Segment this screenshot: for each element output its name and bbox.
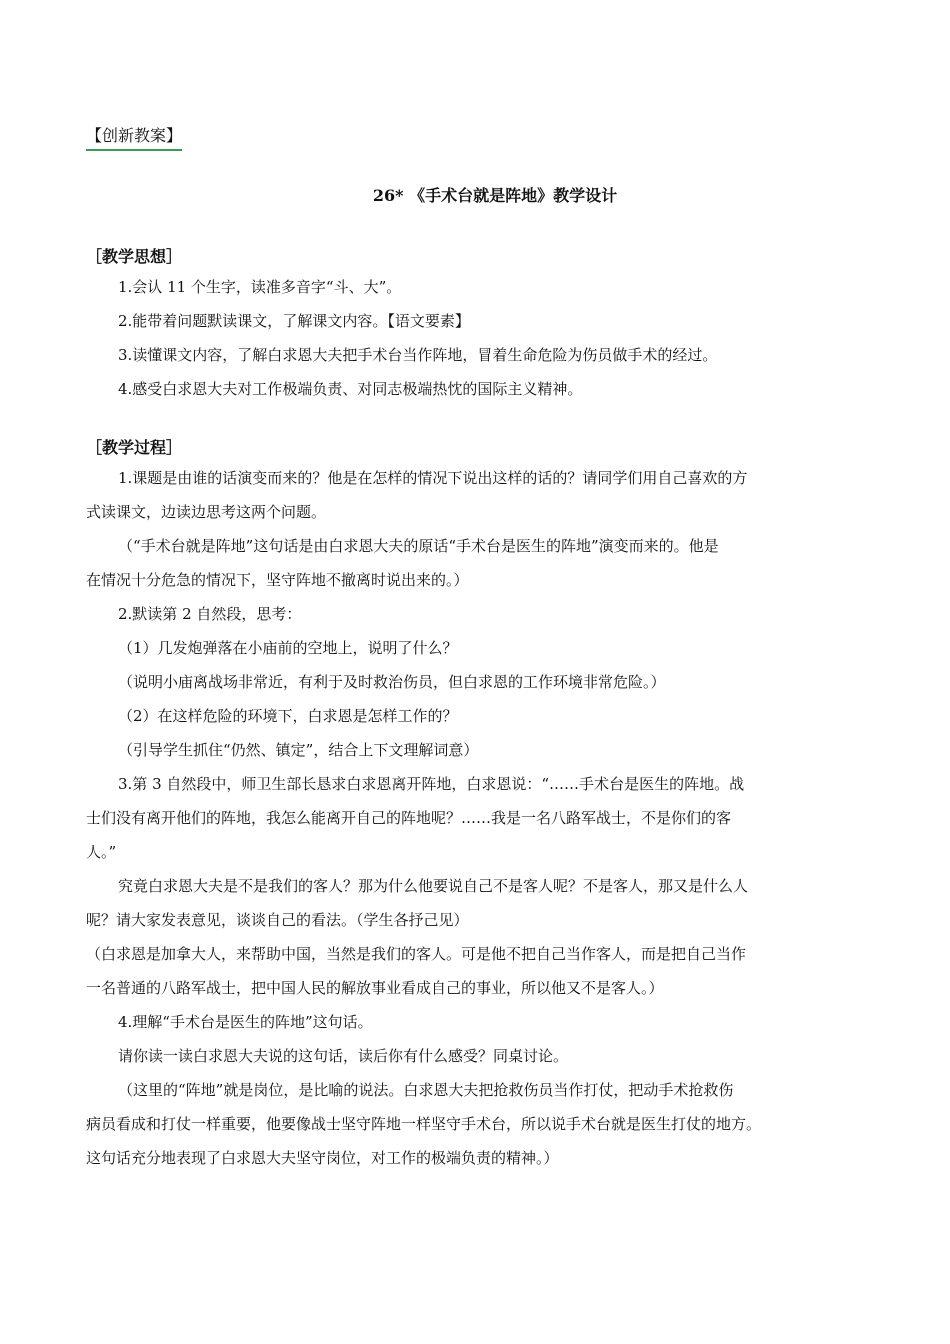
process-line: （2）在这样危险的环境下，白求恩是怎样工作的？ (118, 707, 458, 725)
process-line: 这句话充分地表现了白求恩大夫坚守岗位，对工作的极端负责的精神。） (86, 1149, 559, 1167)
process-line: 病员看成和打仗一样重要，他要像战士坚守阵地一样坚守手术台，所以说手术台就是医生打仗的地方。 (86, 1115, 762, 1133)
thought-item: 4.感受白求恩大夫对工作极端负责、对同志极端热忱的国际主义精神。 (118, 380, 583, 398)
teaching-process-heading: ［教学过程］ (86, 438, 183, 457)
thought-item: 2.能带着问题默读课文，了解课文内容。【语文要素】 (118, 312, 470, 330)
process-line: （白求恩是加拿大人，来帮助中国，当然是我们的客人。可是他不把自己当作客人，而是把自己当作 (86, 945, 747, 963)
process-line: 1.课题是由谁的话演变而来的？他是在怎样的情况下说出这样的话的？请同学们用自己喜欢的方 (118, 469, 748, 487)
process-line: 3.第 3 自然段中，师卫生部长恳求白求恩离开阵地，白求恩说：“……手术台是医生的阵地。战 (118, 775, 745, 793)
process-line: 在情况十分危急的情况下，坚守阵地不撤离时说出来的。） (86, 571, 469, 589)
process-line: 请你读一读白求恩大夫说的这句话，读后你有什么感受？同桌讨论。 (118, 1047, 569, 1065)
process-line: 呢？请大家发表意见，谈谈自己的看法。（学生各抒己见） (86, 911, 469, 929)
process-line: 士们没有离开他们的阵地，我怎么能离开自己的阵地呢？……我是一名八路军战士，不是你们的客 (86, 809, 732, 827)
thought-item: 1.会认 11 个生字，读准多音字“斗、大”。 (118, 278, 402, 296)
process-line: 人。” (86, 843, 117, 861)
thought-item: 3.读懂课文内容，了解白求恩大夫把手术台当作阵地，冒着生命危险为伤员做手术的经过。 (118, 346, 718, 364)
process-line: （引导学生抓住“仍然、镇定”，结合上下文理解词意） (118, 741, 479, 759)
innovation-plan-tag: 【创新教案】 (86, 124, 182, 151)
process-line: （这里的“阵地”就是岗位，是比喻的说法。白求恩大夫把抢救伤员当作打仗，把动手术抢救伤 (118, 1081, 734, 1099)
process-line: （1）几发炮弹落在小庙前的空地上，说明了什么？ (118, 639, 458, 657)
process-line: 4.理解“手术台是医生的阵地”这句话。 (118, 1013, 373, 1031)
process-line: 究竟白求恩大夫是不是我们的客人？那为什么他要说自己不是客人呢？不是客人，那又是什么人 (118, 877, 749, 895)
process-line: 式读课文，边读边思考这两个问题。 (86, 503, 327, 521)
process-line: 2.默读第 2 自然段，思考： (118, 605, 302, 623)
teaching-thought-heading: ［教学思想］ (86, 247, 183, 266)
process-line: （说明小庙离战场非常近，有利于及时救治伤员，但白求恩的工作环境非常危险。） (118, 673, 666, 691)
process-line: 一名普通的八路军战士，把中国人民的解放事业看成自己的事业，所以他又不是客人。） (86, 979, 664, 997)
lesson-title: 26* 《手术台就是阵地》教学设计 (372, 186, 618, 205)
teaching-thought-section (86, 244, 876, 406)
teaching-process-section (86, 435, 876, 1175)
process-line: （“手术台就是阵地”这句话是由白求恩大夫的原话“手术台是医生的阵地”演变而来的。他是 (118, 537, 719, 555)
